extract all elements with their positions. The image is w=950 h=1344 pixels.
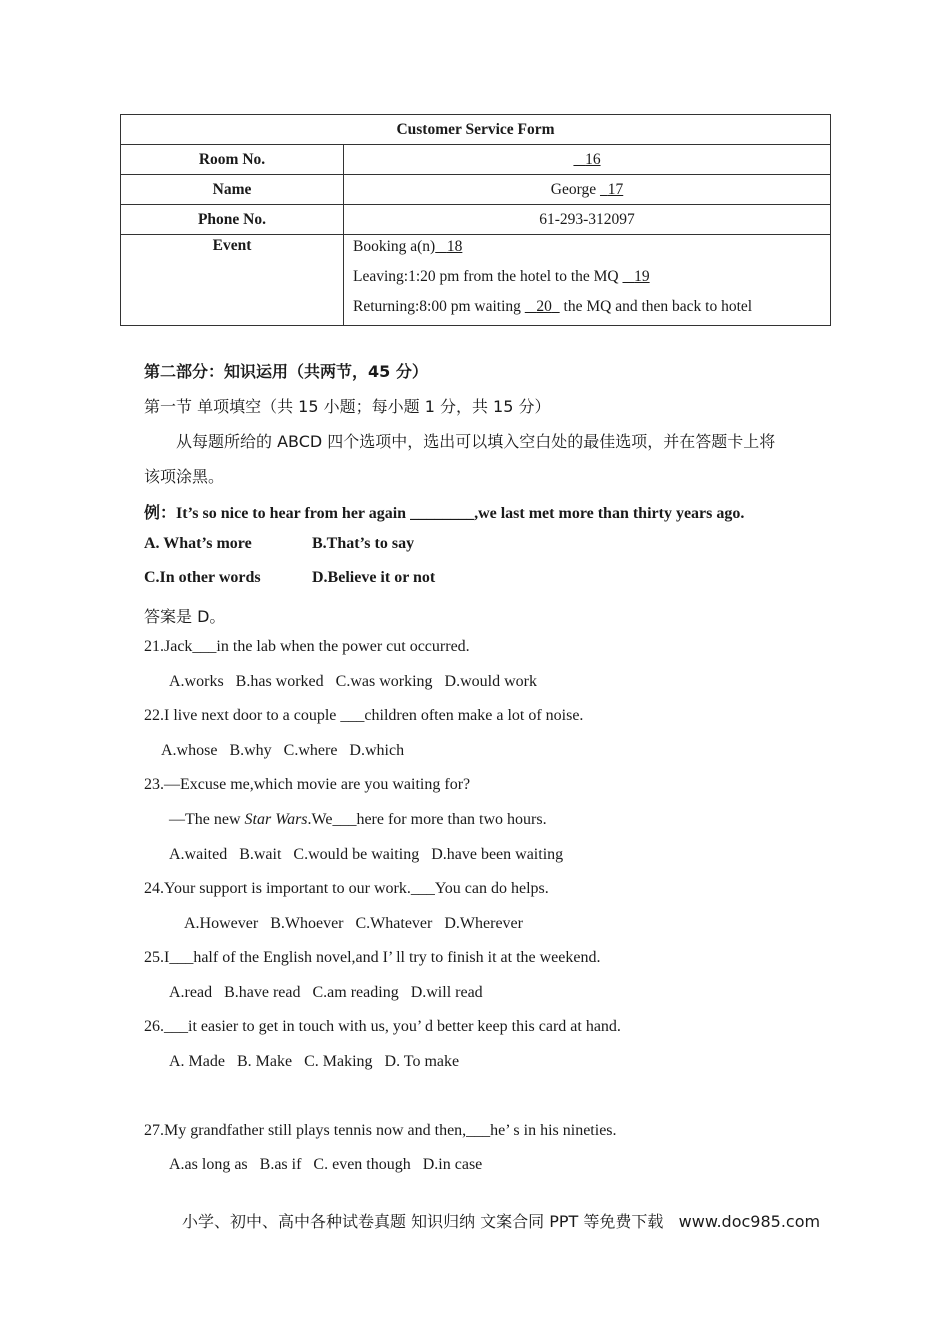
section-title: 第一节 单项填空（共 15 小题；每小题 1 分，共 15 分） [144, 397, 551, 416]
question-22: 22.I live next door to a couple ___children often make a lot of noise. [144, 707, 584, 724]
example-option-b: B.That’s to say [312, 535, 415, 552]
room-label: Room No. [121, 145, 344, 175]
instructions-line1: 从每题所给的 ABCD 四个选项中，选出可以填入空白处的最佳选项，并在答题卡上将 [176, 432, 776, 451]
event-cell [344, 235, 831, 326]
footer-text: 小学、初中、高中各种试卷真题 知识归纳 文案合同 PPT 等免费下载 www.doc985.com [182, 1212, 821, 1231]
question-21: 21.Jack___in the lab when the power cut occurred. [144, 638, 470, 655]
question-27: 27.My grandfather still plays tennis now and then,___he’ s in his nineties. [144, 1122, 617, 1139]
example-question: 例：It’s so nice to hear from her again ________,we last met more than thirty years ago. [144, 503, 745, 522]
question-24-options: A.However B.Whoever C.Whatever D.Wherever [184, 915, 523, 932]
form-title: Customer Service Form [121, 115, 831, 145]
event-label: Event [121, 235, 344, 326]
question-22-options: A.whose B.why C.where D.which [161, 742, 405, 759]
question-25-options: A.read B.have read C.am reading D.will read [169, 984, 483, 1001]
question-25: 25.I___half of the English novel,and I’ ll try to finish it at the weekend. [144, 949, 601, 966]
event-blank-20: 20 [536, 298, 552, 315]
event-blank-19: 19 [634, 268, 650, 285]
question-27-options: A.as long as B.as if C. even though D.in case [169, 1156, 483, 1173]
example-option-a: A. What’s more [144, 535, 252, 552]
room-value-cell [344, 145, 831, 175]
question-24: 24.Your support is important to our work.___You can do helps. [144, 880, 549, 897]
name-prefix: George [550, 180, 600, 198]
question-21-options: A.works B.has worked C.was working D.would work [169, 673, 537, 690]
question-23: 23.—Excuse me,which movie are you waiting for? [144, 776, 471, 793]
name-blank: 17 [607, 180, 624, 198]
instructions-line2: 该项涂黑。 [144, 467, 225, 486]
room-value: 16 [585, 150, 601, 168]
name-value-cell [344, 175, 831, 205]
phone-value: 61-293-312097 [344, 205, 831, 235]
event-line-booking: Booking a(n) 18 [353, 238, 463, 255]
customer-service-form [120, 114, 831, 326]
name-label: Name [121, 175, 344, 205]
example-option-d: D.Believe it or not [312, 569, 436, 586]
event-line-returning: Returning:8:00 pm waiting 20 the MQ and then back to hotel [353, 298, 753, 315]
question-23-options: A.waited B.wait C.would be waiting D.have been waiting [169, 846, 564, 863]
question-23-line2: —The new Star Wars.We___here for more than two hours. [169, 811, 547, 828]
question-26-options: A. Made B. Make C. Making D. To make [169, 1053, 460, 1070]
question-26: 26.___it easier to get in touch with us, you’ d better keep this card at hand. [144, 1018, 621, 1035]
event-line-leaving: Leaving:1:20 pm from the hotel to the MQ 19 [353, 268, 650, 285]
example-option-c: C.In other words [144, 569, 261, 586]
event-blank-18: 18 [446, 238, 463, 255]
example-answer: 答案是 D。 [144, 607, 226, 626]
phone-label: Phone No. [121, 205, 344, 235]
part2-heading: 第二部分：知识运用（共两节，45 分） [144, 362, 428, 381]
